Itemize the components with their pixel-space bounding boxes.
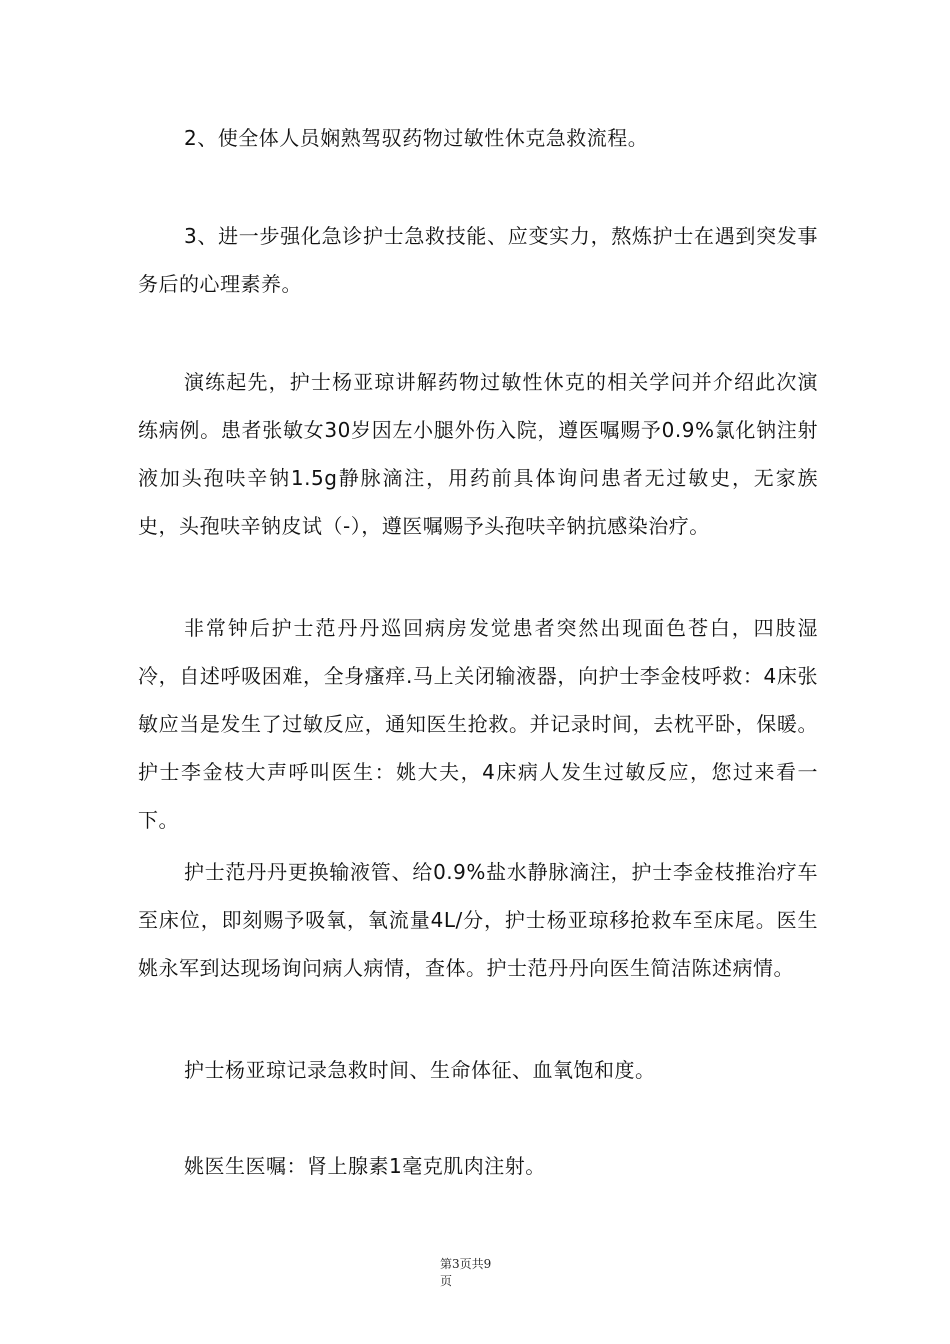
paragraph-doctor-order: 姚医生医嘱：肾上腺素1毫克肌肉注射。 [184, 1154, 546, 1178]
paragraph-objective-3: 3、进一步强化急诊护士急救技能、应变实力，熬炼护士在遇到突发事务后的心理素养。 [138, 224, 818, 296]
page-number-line2: 页 [440, 1274, 453, 1288]
paragraph-drill-start: 演练起先，护士杨亚琼讲解药物过敏性休克的相关学问并介绍此次演练病例。患者张敏女30岁因左小腿外伤入院，遵医嘱赐予0.9%氯化钠注射液加头孢呋辛钠1.5g静脉滴注，用药前具体询问患者无过敏史，无家族史，头孢呋辛钠皮试（-），遵医嘱赐予头孢呋辛钠抗感染治疗。 [138, 370, 818, 538]
paragraph-vital-signs: 护士杨亚琼记录急救时间、生命体征、血氧饱和度。 [184, 1058, 656, 1082]
page-number-line1: 第3页共9 [440, 1257, 492, 1271]
paragraph-emergency-response: 护士范丹丹更换输液管、给0.9%盐水静脉滴注，护士李金枝推治疗车至床位，即刻赐予吸氧，氧流量4L/分，护士杨亚琼移抢救车至床尾。医生姚永军到达现场询问病人病情，查体。护士范丹丹向医生简洁陈述病情。 [138, 860, 818, 980]
paragraph-patient-reaction: 非常钟后护士范丹丹巡回病房发觉患者突然出现面色苍白，四肢湿冷，自述呼吸困难，全身瘙痒.马上关闭输液器，向护士李金枝呼救：4床张敏应当是发生了过敏反应，通知医生抢救。并记录时间，去枕平卧，保暖。护士李金枝大声呼叫医生：姚大夫，4床病人发生过敏反应，您过来看一下。 [138, 616, 818, 832]
paragraph-objective-2: 2、使全体人员娴熟驾驭药物过敏性休克急救流程。 [184, 126, 649, 150]
